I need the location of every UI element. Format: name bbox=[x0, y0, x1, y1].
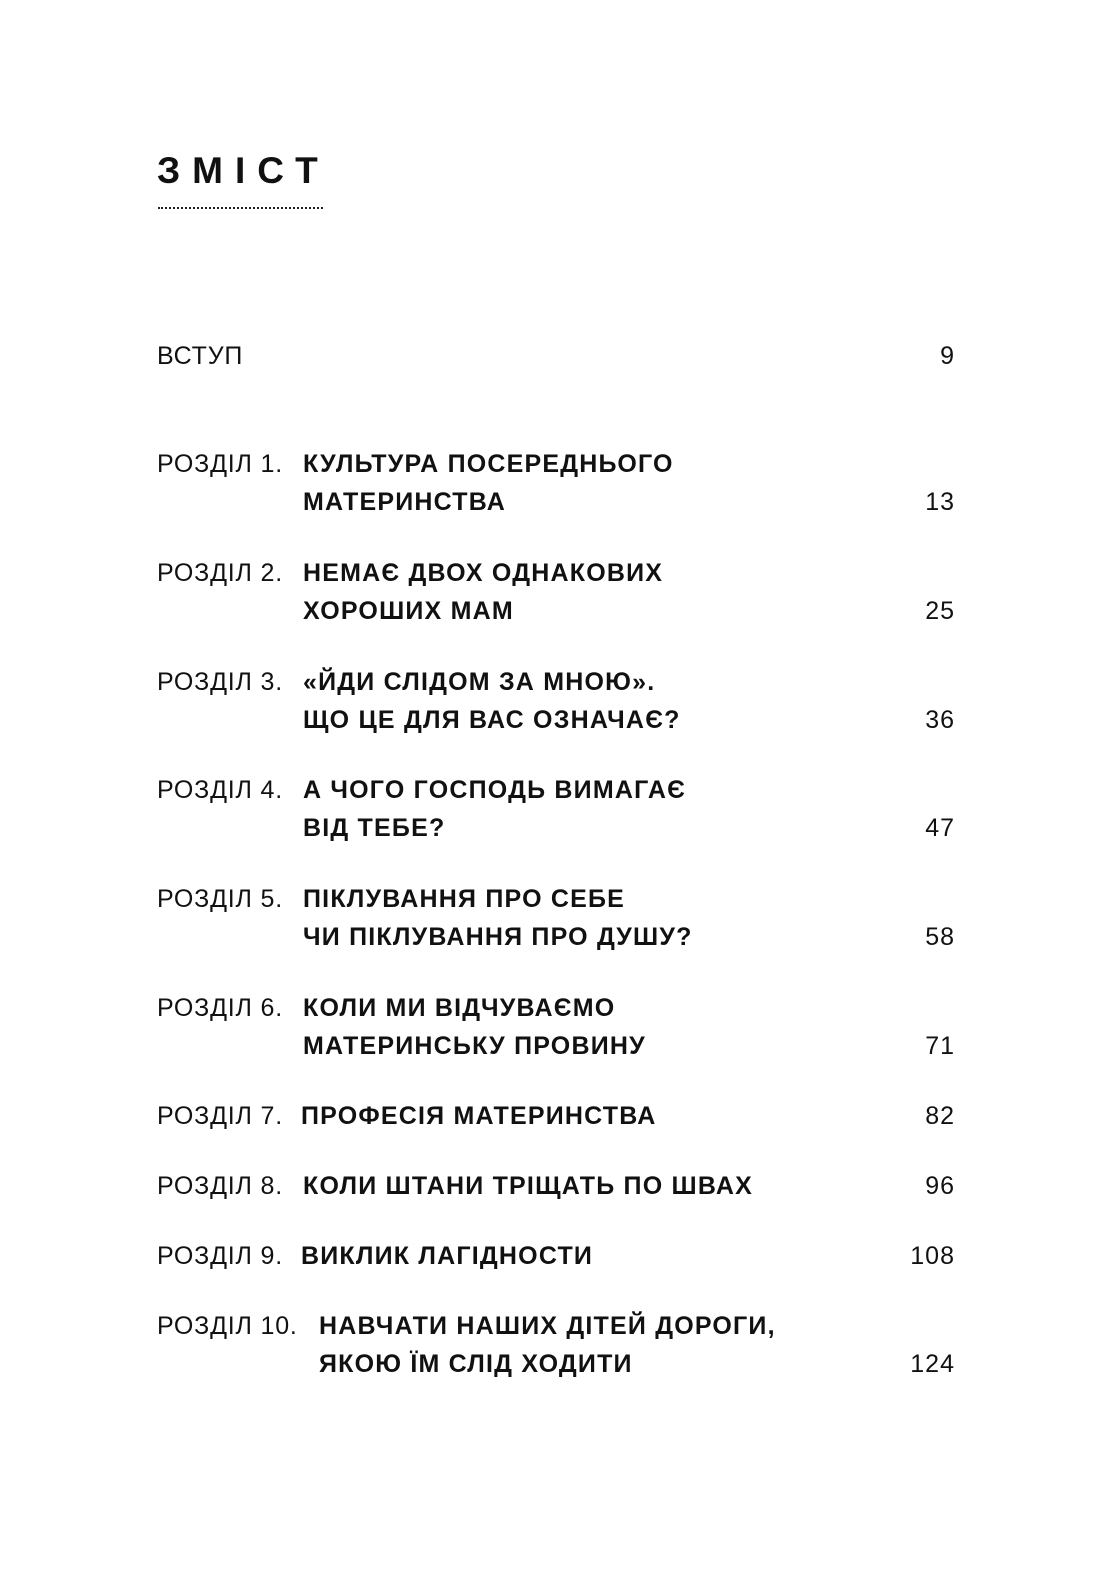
toc-entry-title-line: ЩО ЦЕ ДЛЯ ВАС ОЗНАЧАЄ? bbox=[303, 706, 681, 734]
toc-entry-title-line: ВИКЛИК ЛАГІДНОСТИ bbox=[301, 1242, 594, 1270]
toc-entry-title-line: ЯКОЮ ЇМ СЛІД ХОДИТИ bbox=[319, 1350, 633, 1378]
toc-entry-label: РОЗДІЛ 3. bbox=[157, 668, 283, 696]
toc-entry-label: РОЗДІЛ 2. bbox=[157, 559, 283, 587]
toc-entry-title-line: А ЧОГО ГОСПОДЬ ВИМАГАЄ bbox=[303, 776, 687, 804]
toc-entry-label: РОЗДІЛ 5. bbox=[157, 885, 283, 913]
toc-entry-page-number: 25 bbox=[925, 597, 955, 625]
toc-entry-page-number: 58 bbox=[925, 923, 955, 951]
toc-entry-title-line: ВІД ТЕБЕ? bbox=[303, 814, 446, 842]
toc-entry-title bbox=[303, 663, 681, 739]
toc-entry-label: РОЗДІЛ 1. bbox=[157, 450, 283, 478]
toc-entry-label: РОЗДІЛ 8. bbox=[157, 1172, 283, 1200]
title-dotted-underline bbox=[158, 207, 323, 209]
toc-entry-title-line: «ЙДИ СЛІДОМ ЗА МНОЮ». bbox=[303, 668, 656, 696]
toc-entry-title bbox=[303, 445, 674, 521]
toc-entry-title-line: КУЛЬТУРА ПОСЕРЕДНЬОГО bbox=[303, 450, 674, 478]
toc-entry-page-number: 47 bbox=[925, 814, 955, 842]
toc-entry-page-number: 71 bbox=[925, 1032, 955, 1060]
toc-entry-page-number: 13 bbox=[925, 488, 955, 516]
toc-entry-title-line: КОЛИ ШТАНИ ТРІЩАТЬ ПО ШВАХ bbox=[303, 1172, 753, 1200]
toc-entry-title bbox=[303, 554, 663, 630]
toc-entry-label: РОЗДІЛ 9. bbox=[157, 1242, 283, 1270]
toc-entry-title bbox=[319, 1307, 776, 1383]
toc-entry-title bbox=[301, 1097, 657, 1135]
toc-entry-title bbox=[301, 1237, 593, 1275]
toc-entry-title-line: МАТЕРИНСЬКУ ПРОВИНУ bbox=[303, 1032, 646, 1060]
toc-entry-label: РОЗДІЛ 4. bbox=[157, 776, 283, 804]
toc-entry-title-line: МАТЕРИНСТВА bbox=[303, 488, 507, 516]
toc-entry-title-line: ЧИ ПІКЛУВАННЯ ПРО ДУШУ? bbox=[303, 923, 693, 951]
toc-entry-page-number: 124 bbox=[910, 1350, 955, 1378]
toc-entry-title-line: ПРОФЕСІЯ МАТЕРИНСТВА bbox=[301, 1102, 657, 1130]
toc-entry-page-number: 108 bbox=[910, 1242, 955, 1270]
toc-entry-page-number: 36 bbox=[925, 706, 955, 734]
toc-entry-title bbox=[303, 989, 646, 1065]
toc-entry-label: РОЗДІЛ 7. bbox=[157, 1102, 283, 1130]
toc-entry-title bbox=[303, 880, 693, 956]
toc-entry-title-line: ПІКЛУВАННЯ ПРО СЕБЕ bbox=[303, 885, 626, 913]
toc-entry-title bbox=[303, 771, 686, 847]
toc-entry-page-number: 9 bbox=[940, 342, 955, 370]
toc-entry-title-line: НАВЧАТИ НАШИХ ДІТЕЙ ДОРОГИ, bbox=[319, 1312, 776, 1340]
toc-entry-title-line: КОЛИ МИ ВІДЧУВАЄМО bbox=[303, 994, 616, 1022]
toc-entry-label: ВСТУП bbox=[157, 342, 244, 370]
toc-entry-title bbox=[303, 1167, 753, 1205]
toc-entry-label: РОЗДІЛ 6. bbox=[157, 994, 283, 1022]
toc-entry-label: РОЗДІЛ 10. bbox=[157, 1312, 298, 1340]
toc-entry-title-line: НЕМАЄ ДВОХ ОДНАКОВИХ bbox=[303, 559, 664, 587]
toc-entry-page-number: 96 bbox=[925, 1172, 955, 1200]
toc-entry-page-number: 82 bbox=[925, 1102, 955, 1130]
page-title: ЗМІСТ bbox=[157, 150, 330, 191]
toc-entry-title-line: ХОРОШИХ МАМ bbox=[303, 597, 514, 625]
